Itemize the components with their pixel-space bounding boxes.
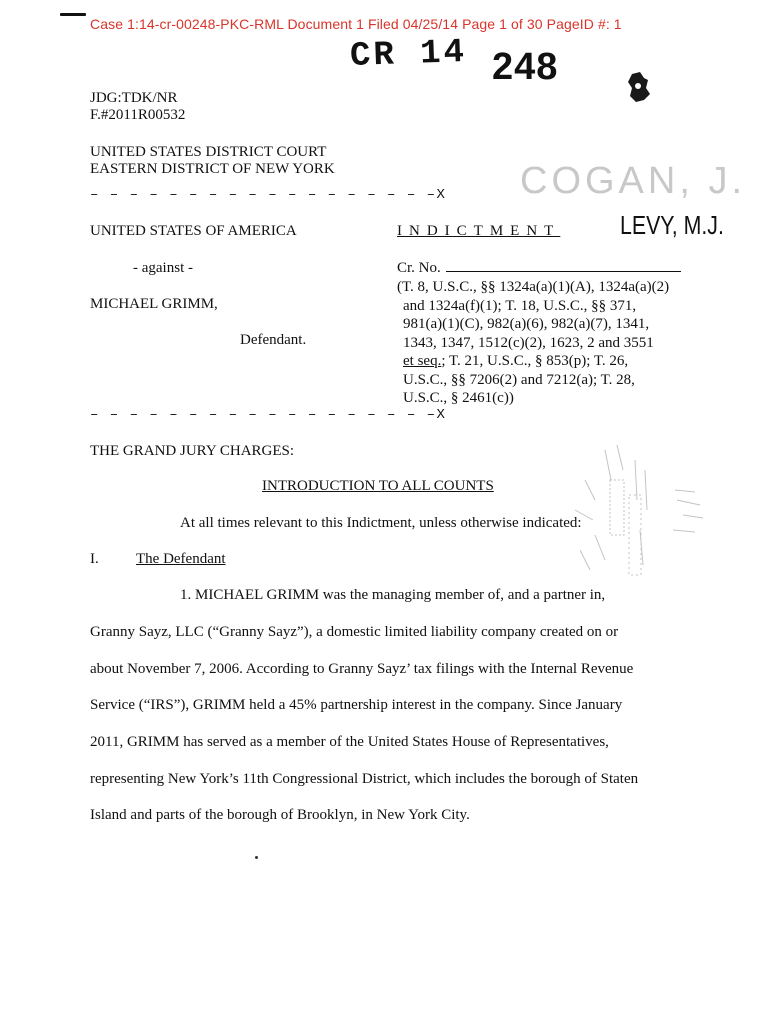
document-title: INDICTMENT: [397, 223, 561, 239]
statute-line-rest: ; T. 21, U.S.C., § 853(p); T. 26,: [441, 353, 629, 369]
statute-line: U.S.C., §§ 7206(2) and 7212(a); T. 28,: [403, 371, 635, 388]
paragraph-line: representing New York’s 11th Congressional District, which includes the borough of Staten: [90, 771, 639, 787]
statute-line: [397, 352, 669, 371]
ink-blot-icon: [626, 70, 652, 104]
section-number: I.: [90, 551, 99, 567]
ref-initials: JDG:TDK/NR: [90, 90, 178, 106]
paragraph-line: 1. MICHAEL GRIMM was the managing member of, and a partner in,: [180, 587, 606, 603]
caption-separator-bottom: – – – – – – – – – – – – – – – – – –X: [90, 407, 447, 423]
filed-stamp-mark: [565, 440, 715, 585]
defendant-name: MICHAEL GRIMM,: [90, 296, 218, 312]
paragraph-line: 2011, GRIMM has served as a member of the United States House of Representatives,: [90, 734, 609, 750]
paragraph-line: about November 7, 2006. According to Granny Sayz’ tax filings with the Internal Revenue: [90, 661, 634, 677]
paragraph-line: Granny Sayz, LLC (“Granny Sayz”), a domestic limited liability company created on or: [90, 624, 619, 640]
paragraph-line: Service (“IRS”), GRIMM held a 45% partnership interest in the company. Since January: [90, 697, 623, 713]
court-name: UNITED STATES DISTRICT COURT: [90, 144, 327, 160]
stray-dot: [255, 856, 258, 859]
judge-stamp: COGAN, J.: [520, 160, 747, 202]
defendant-label: Defendant.: [240, 332, 307, 348]
magistrate-stamp: LEVY, M.J.: [620, 210, 724, 240]
statute-line: U.S.C., § 2461(c)): [403, 390, 514, 406]
ref-file-number: F.#2011R00532: [90, 107, 186, 123]
et-seq: et seq.: [403, 353, 442, 369]
intro-heading: INTRODUCTION TO ALL COUNTS: [262, 478, 494, 494]
against-label: - against -: [133, 260, 193, 276]
case-header: Case 1:14-cr-00248-PKC-RML Document 1 Filed 04/25/14 Page 1 of 30 PageID #: 1: [90, 16, 622, 32]
section-title: The Defendant: [136, 551, 226, 567]
case-number-stamp: 248: [492, 46, 559, 88]
plaintiff-name: UNITED STATES OF AMERICA: [90, 223, 297, 239]
cr-no-blank: [446, 271, 681, 272]
corner-mark: [60, 13, 86, 16]
statute-citations: [397, 278, 669, 408]
caption-separator-top: – – – – – – – – – – – – – – – – – –X: [90, 187, 447, 203]
statute-line: 1343, 1347, 1512(c)(2), 1623, 2 and 3551: [403, 334, 654, 351]
court-district: EASTERN DISTRICT OF NEW YORK: [90, 161, 335, 177]
intro-sentence: At all times relevant to this Indictment, unless otherwise indicated:: [180, 515, 582, 531]
grand-jury-charges: THE GRAND JURY CHARGES:: [90, 443, 295, 459]
cr-no-label: Cr. No.: [397, 260, 441, 276]
cr-stamp: CR 14: [349, 33, 468, 77]
statute-line: (T. 8, U.S.C., §§ 1324a(a)(1)(A), 1324a(a)(2): [397, 279, 670, 295]
statute-line: 981(a)(1)(C), 982(a)(6), 982(a)(7), 1341,: [403, 316, 650, 332]
paragraph-line: Island and parts of the borough of Brooklyn, in New York City.: [90, 807, 470, 823]
statute-line: and 1324a(f)(1); T. 18, U.S.C., §§ 371,: [403, 297, 637, 314]
